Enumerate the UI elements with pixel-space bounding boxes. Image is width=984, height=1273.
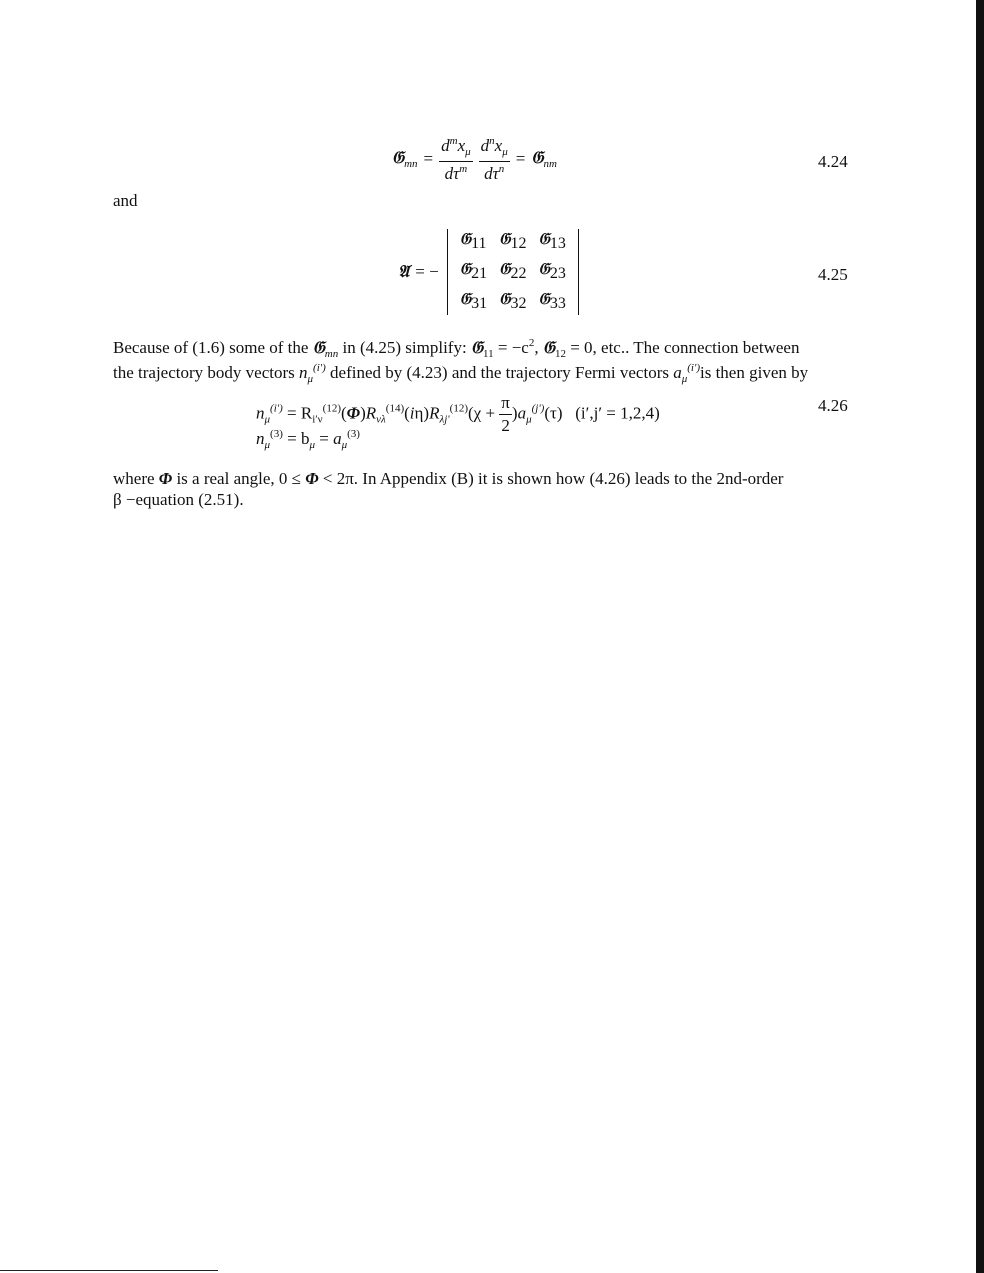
eq425-lhs: 𝔄: [398, 262, 410, 281]
equation-4-24: [392, 136, 557, 182]
paragraph-line-2: the trajectory body vectors $n_\mu^{(iʹ)}$ defined by (4.23) and the trajectory Fermi vectors $a_\mu^{(iʹ)}is$ then given by: [113, 361, 809, 385]
equation-number-4-25: 4.25: [818, 265, 848, 284]
eq424-rhs: 𝔊$_{nm}$: [531, 148, 557, 171]
eq424-fraction-1: $\frac{d^mx_\mu}{d\tau^m}$: [441, 135, 471, 183]
paragraph-angle: [113, 468, 873, 511]
paragraph2-line-2: β −equation (2.51).: [113, 490, 244, 510]
matrix-entry: 𝔊22: [499, 261, 527, 282]
equals-sign: =: [423, 149, 434, 169]
and-text: and: [113, 191, 138, 210]
paragraph2-line-1: where Φ is a real angle, 0 ≤ Φ < 2π. In Appendix (B) it is shown how (4.26) leads to the 2nd-order: [113, 469, 784, 488]
equation-4-26-line-2: $n_\mu^{(3)} = b_\mu = a_\mu^{(3)}$: [256, 428, 360, 451]
equation-number-4-26: 4.26: [818, 396, 848, 415]
eq425-sign: = −: [415, 262, 439, 281]
matrix-entry: 𝔊23: [538, 261, 566, 282]
matrix-entry: 𝔊21: [459, 261, 488, 282]
equation-4-25: [398, 228, 579, 316]
eq424-fraction-2: $\frac{d^nx_\mu}{d\tau^n}$: [480, 135, 508, 183]
matrix-entry: 𝔊12: [499, 231, 527, 252]
matrix-entry: 𝔊32: [499, 291, 527, 312]
eq424-lhs: 𝔊$_{mn}$: [392, 148, 418, 171]
matrix-entry: 𝔊11: [459, 231, 487, 252]
paragraph-connection: [113, 337, 873, 387]
equation-number-4-24: 4.24: [818, 152, 848, 171]
equation-4-26-line-1: $n_\mu^{(iʹ)} = R_{iʹ\nu}^{(12)}(\Phi)R_{\nu\lambda}^{(14)}(i\eta)R_{\lambda jʹ}^{(12)}(\chi$ + $\frac{\pi}{2}$ )$a_\mu^{(jʹ)}(\tau)$ (iʹ,jʹ = 1,2,4): [256, 393, 660, 435]
matrix-entry: 𝔊31: [459, 291, 488, 312]
equals-sign-2: =: [515, 149, 526, 169]
determinant-matrix: [447, 229, 579, 315]
footnote-rule: [0, 1270, 218, 1271]
matrix-entry: 𝔊13: [538, 231, 566, 252]
paragraph-line-1: Because of (1.6) some of the 𝔊$_{mn}$ in (4.25) simplify: 𝔊$_{11}$ = $-c^2$, 𝔊$_{12}$ = 0, etc.. The connection between: [113, 337, 800, 360]
page-edge-scan-border: [976, 0, 984, 1273]
matrix-entry: 𝔊33: [538, 291, 566, 312]
